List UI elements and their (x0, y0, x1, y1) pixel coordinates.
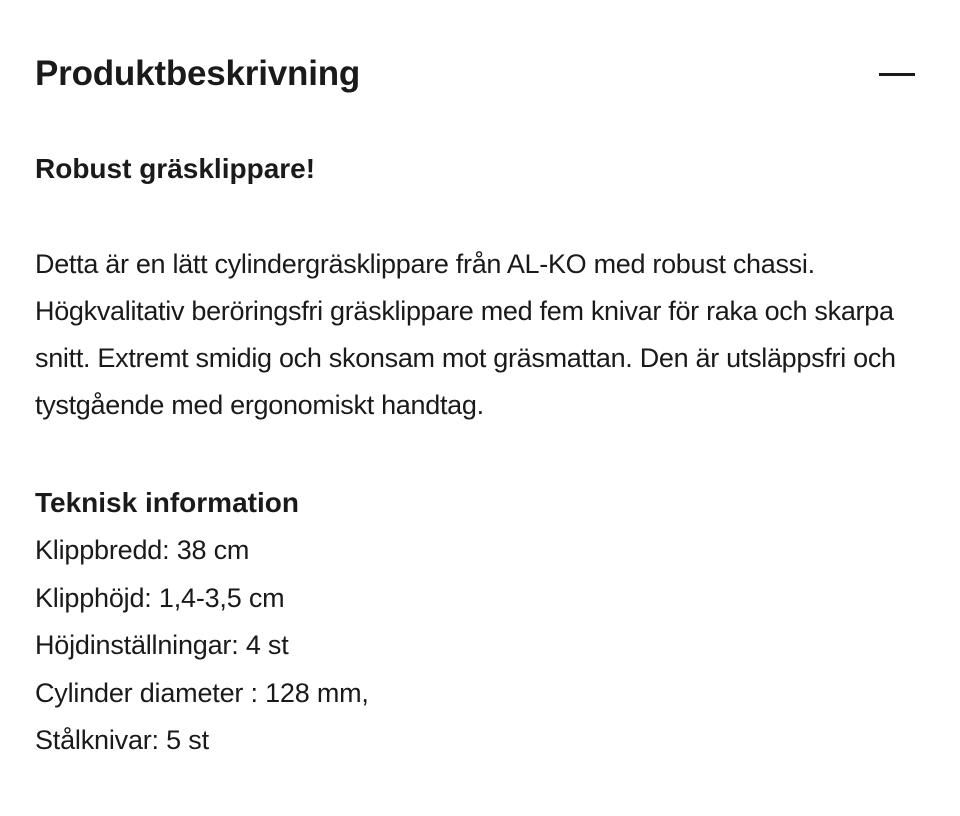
spec-line: Höjdinställningar: 4 st (35, 630, 289, 660)
minus-icon (879, 73, 915, 76)
section-title: Produktbeskrivning (35, 54, 361, 93)
spec-line: Klipphöjd: 1,4-3,5 cm (35, 582, 285, 613)
product-subheading: Robust gräsklippare! (35, 153, 316, 184)
technical-info-block (35, 479, 935, 765)
accordion-header[interactable] (35, 44, 925, 104)
product-description-text: Detta är en lätt cylindergräsklippare från AL-KO med robust chassi. Högkvalitativ beröringsfri gräsklippare med fem knivar för raka och skarpa snitt. Extremt smidig och skonsam mot gräsmattan. Den är utsläppsfri och tystgående med ergonomiskt handtag. (35, 249, 896, 420)
accordion-content (35, 147, 935, 765)
spec-line: Cylinder diameter : 128 mm, (35, 677, 369, 708)
technical-info-heading: Teknisk information (35, 487, 299, 518)
spec-line: Klippbredd: 38 cm (35, 535, 250, 565)
spec-line: Stålknivar: 5 st (35, 725, 209, 755)
collapse-button[interactable] (877, 56, 917, 92)
